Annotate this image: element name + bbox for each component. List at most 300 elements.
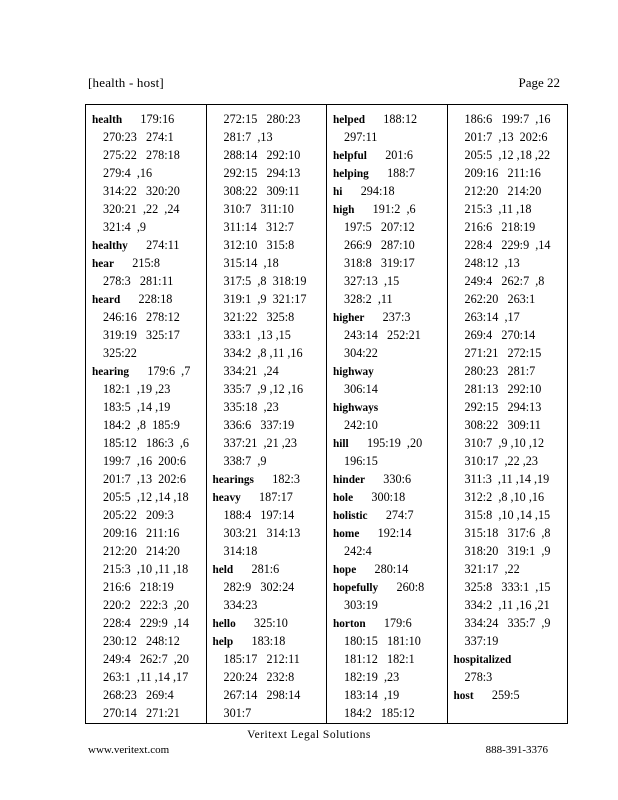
index-reference-line <box>452 218 564 236</box>
index-entry <box>331 110 443 128</box>
index-reference-line <box>452 452 564 470</box>
page-line-references: 315:8 ,10 ,14 ,15 <box>464 508 551 522</box>
page-line-references: 179:6 <box>383 616 412 630</box>
index-reference-line <box>90 452 202 470</box>
index-entry <box>211 470 323 488</box>
page-line-references: 197:5 207:12 <box>344 220 415 234</box>
index-reference-line <box>211 326 323 344</box>
page-line-references: 220:24 232:8 <box>223 670 295 684</box>
index-term: home <box>333 528 360 540</box>
index-entry <box>331 560 443 578</box>
index-term: higher <box>333 312 365 324</box>
index-reference-line <box>90 650 202 668</box>
index-entry <box>331 308 443 326</box>
page-line-references: 321:22 325:8 <box>223 310 295 324</box>
index-reference-line <box>452 344 564 362</box>
index-entry <box>90 362 202 380</box>
page-line-references: 297:11 <box>344 130 378 144</box>
index-reference-line <box>90 632 202 650</box>
page-line-references: 320:21 ,22 ,24 <box>103 202 180 216</box>
page-line-references: 188:7 <box>387 166 415 180</box>
page-line-references: 327:13 ,15 <box>344 274 400 288</box>
index-reference-line <box>452 362 564 380</box>
index-reference-line <box>452 632 564 650</box>
page-line-references: 318:20 319:1 ,9 <box>464 544 551 558</box>
index-reference-line <box>90 668 202 686</box>
page-line-references: 242:4 <box>344 544 372 558</box>
index-reference-line <box>90 542 202 560</box>
index-entry <box>211 488 323 506</box>
index-term: help <box>212 636 234 648</box>
index-reference-line <box>452 524 564 542</box>
index-reference-line <box>331 632 443 650</box>
index-reference-line <box>211 110 323 128</box>
index-reference-line <box>211 236 323 254</box>
page-line-references: 311:3 ,11 ,14 ,19 <box>464 472 550 486</box>
index-reference-line <box>90 524 202 542</box>
page-line-references: 335:7 ,9 ,12 ,16 <box>223 382 304 396</box>
page-line-references: 310:17 ,22 ,23 <box>464 454 538 468</box>
index-term: hill <box>333 438 349 450</box>
index-term: health <box>92 114 123 126</box>
page-line-references: 274:11 <box>146 238 180 252</box>
page-line-references: 280:14 <box>374 562 409 576</box>
index-reference-line <box>211 452 323 470</box>
page-line-references: 187:17 <box>259 490 293 504</box>
index-reference-line <box>452 488 564 506</box>
page-line-references: 274:7 <box>385 508 414 522</box>
index-range-header: [health - host] <box>88 75 164 90</box>
index-reference-line <box>452 182 564 200</box>
page-line-references: 262:20 263:1 <box>464 292 536 306</box>
index-entry <box>90 290 202 308</box>
index-reference-line <box>211 524 323 542</box>
index-entry <box>331 182 443 200</box>
index-reference-line <box>211 128 323 146</box>
index-reference-line <box>90 326 202 344</box>
page-line-references: 196:15 <box>344 454 378 468</box>
page-line-references: 259:5 <box>491 688 520 702</box>
page-line-references: 183:18 <box>251 634 286 648</box>
page-line-references: 179:16 <box>140 112 175 126</box>
index-reference-line <box>452 560 564 578</box>
index-reference-line <box>90 488 202 506</box>
index-reference-line <box>90 614 202 632</box>
index-term: high <box>333 204 355 216</box>
index-entry <box>331 164 443 182</box>
page-line-references: 179:6 ,7 <box>147 364 191 378</box>
index-reference-line <box>452 110 564 128</box>
page-line-references: 282:9 302:24 <box>223 580 295 594</box>
index-entry <box>211 632 323 650</box>
index-reference-line <box>452 272 564 290</box>
page-line-references: 270:14 271:21 <box>103 706 180 720</box>
page-line-references: 310:7 ,9 ,10 ,12 <box>464 436 545 450</box>
page-line-references: 183:5 ,14 ,19 <box>103 400 171 414</box>
page-line-references: 195:19 ,20 <box>366 436 423 450</box>
index-reference-line <box>90 146 202 164</box>
page-line-references: 182:19 ,23 <box>344 670 400 684</box>
index-reference-line <box>452 542 564 560</box>
index-reference-line <box>452 326 564 344</box>
index-reference-line <box>452 578 564 596</box>
index-reference-line <box>90 686 202 704</box>
index-entry <box>452 650 564 668</box>
index-term: helping <box>333 168 369 180</box>
index-reference-line <box>90 182 202 200</box>
index-term: hole <box>333 492 354 504</box>
index-reference-line <box>90 470 202 488</box>
index-reference-line <box>452 416 564 434</box>
index-term: helped <box>333 114 366 126</box>
page-line-references: 216:6 218:19 <box>464 220 536 234</box>
page-line-references: 249:4 262:7 ,20 <box>103 652 189 666</box>
page-line-references: 216:6 218:19 <box>103 580 174 594</box>
index-reference-line <box>452 380 564 398</box>
page-line-references: 269:4 270:14 <box>464 328 536 342</box>
index-reference-line <box>90 344 202 362</box>
index-reference-line <box>211 380 323 398</box>
index-entry <box>331 398 443 416</box>
page-line-references: 263:1 ,11 ,14 ,17 <box>103 670 189 684</box>
page-line-references: 205:5 ,12 ,18 ,22 <box>464 148 551 162</box>
index-reference-line <box>90 560 202 578</box>
page-line-references: 319:19 325:17 <box>103 328 180 342</box>
page-line-references: 215:8 <box>132 256 161 270</box>
page-line-references: 275:22 278:18 <box>103 148 180 162</box>
page-line-references: 185:17 212:11 <box>223 652 300 666</box>
page-line-references: 209:16 211:16 <box>464 166 541 180</box>
index-reference-line <box>331 704 443 722</box>
page-line-references: 260:8 <box>396 580 425 594</box>
page-line-references: 317:5 ,8 318:19 <box>223 274 307 288</box>
page-line-references: 263:14 ,17 <box>464 310 520 324</box>
index-term: hearing <box>92 366 130 378</box>
index-reference-line <box>331 416 443 434</box>
index-reference-line <box>90 578 202 596</box>
index-term: hospitalized <box>453 654 512 666</box>
index-reference-line <box>211 704 323 722</box>
index-term: holistic <box>333 510 368 522</box>
index-entry <box>331 524 443 542</box>
index-entry <box>331 488 443 506</box>
page-line-references: 308:22 309:11 <box>464 418 541 432</box>
index-reference-line <box>331 344 443 362</box>
index-column-3 <box>327 105 448 723</box>
index-column-2 <box>207 105 328 723</box>
page-line-references: 315:18 317:6 ,8 <box>464 526 551 540</box>
page-line-references: 209:16 211:16 <box>103 526 180 540</box>
page-line-references: 334:2 ,8 ,11 ,16 <box>223 346 303 360</box>
index-reference-line <box>90 596 202 614</box>
page-line-references: 249:4 262:7 ,8 <box>464 274 545 288</box>
index-term: hello <box>212 618 236 630</box>
page-line-references: 215:3 ,10 ,11 ,18 <box>103 562 189 576</box>
page-line-references: 292:15 294:13 <box>464 400 542 414</box>
page-line-references: 186:6 199:7 ,16 <box>464 112 551 126</box>
page-line-references: 321:4 ,9 <box>103 220 146 234</box>
page-line-references: 228:18 <box>138 292 173 306</box>
index-reference-line <box>452 236 564 254</box>
index-reference-line <box>90 416 202 434</box>
index-term: hope <box>333 564 357 576</box>
page-line-references: 325:10 <box>254 616 288 630</box>
page-line-references: 184:2 185:12 <box>344 706 415 720</box>
index-term: hear <box>92 258 114 270</box>
index-reference-line <box>331 236 443 254</box>
index-term: highway <box>333 366 374 378</box>
index-entry <box>211 560 323 578</box>
page-line-references: 319:1 ,9 321:17 <box>223 292 307 306</box>
index-reference-line <box>211 578 323 596</box>
page-line-references: 188:4 197:14 <box>223 508 295 522</box>
page-line-references: 321:17 ,22 <box>464 562 520 576</box>
index-reference-line <box>331 326 443 344</box>
index-reference-line <box>331 596 443 614</box>
page-line-references: 333:1 ,13 ,15 <box>223 328 291 342</box>
index-reference-line <box>90 218 202 236</box>
index-reference-line <box>90 200 202 218</box>
page-line-references: 228:4 229:9 ,14 <box>464 238 551 252</box>
index-reference-line <box>452 506 564 524</box>
index-reference-line <box>90 380 202 398</box>
index-reference-line <box>331 542 443 560</box>
page-line-references: 243:14 252:21 <box>344 328 421 342</box>
page-line-references: 212:20 214:20 <box>464 184 542 198</box>
footer-website: www.veritext.com <box>88 744 170 756</box>
index-reference-line <box>452 668 564 686</box>
page-line-references: 314:18 <box>223 544 258 558</box>
page-line-references: 318:8 319:17 <box>344 256 415 270</box>
page-line-references: 281:7 ,13 <box>223 130 273 144</box>
index-entry <box>331 506 443 524</box>
index-entry <box>331 614 443 632</box>
page-line-references: 314:22 320:20 <box>103 184 180 198</box>
page-line-references: 181:12 182:1 <box>344 652 415 666</box>
index-reference-line <box>211 596 323 614</box>
page-line-references: 183:14 ,19 <box>344 688 400 702</box>
page-line-references: 281:6 <box>251 562 280 576</box>
index-term: host <box>453 690 474 702</box>
index-reference-line <box>211 200 323 218</box>
index-reference-line <box>211 344 323 362</box>
page-line-references: 272:15 280:23 <box>223 112 301 126</box>
page-line-references: 248:12 ,13 <box>464 256 520 270</box>
page-number: Page 22 <box>518 75 560 90</box>
index-term: hi <box>333 186 343 198</box>
index-reference-line <box>211 416 323 434</box>
index-reference-line <box>211 164 323 182</box>
page-line-references: 303:19 <box>344 598 378 612</box>
index-reference-line <box>90 398 202 416</box>
page-line-references: 303:21 314:13 <box>223 526 301 540</box>
page-line-references: 337:21 ,21 ,23 <box>223 436 297 450</box>
page-line-references: 280:23 281:7 <box>464 364 536 378</box>
page-line-references: 271:21 272:15 <box>464 346 542 360</box>
index-term: hopefully <box>333 582 379 594</box>
index-entry <box>331 362 443 380</box>
page-line-references: 312:2 ,8 ,10 ,16 <box>464 490 545 504</box>
page-line-references: 191:2 ,6 <box>372 202 416 216</box>
index-entry <box>331 146 443 164</box>
index-reference-line <box>90 128 202 146</box>
page-line-references: 184:2 ,8 185:9 <box>103 418 180 432</box>
page-line-references: 330:6 <box>383 472 412 486</box>
page-line-references: 242:10 <box>344 418 378 432</box>
page-line-references: 294:18 <box>360 184 395 198</box>
index-term: helpful <box>333 150 367 162</box>
index-reference-line <box>90 164 202 182</box>
page-line-references: 325:8 333:1 ,15 <box>464 580 551 594</box>
index-reference-line <box>452 164 564 182</box>
index-reference-line <box>331 668 443 686</box>
page-line-references: 185:12 186:3 ,6 <box>103 436 189 450</box>
index-entry <box>90 110 202 128</box>
page-line-references: 301:7 <box>223 706 252 720</box>
index-reference-line <box>211 398 323 416</box>
page-line-references: 266:9 287:10 <box>344 238 415 252</box>
index-entry <box>211 614 323 632</box>
index-reference-line <box>452 308 564 326</box>
index-term: heavy <box>212 492 241 504</box>
page-line-references: 335:18 ,23 <box>223 400 279 414</box>
page-line-references: 278:3 <box>464 670 493 684</box>
page-line-references: 334:21 ,24 <box>223 364 279 378</box>
page-line-references: 325:22 <box>103 346 137 360</box>
page-line-references: 281:13 292:10 <box>464 382 542 396</box>
index-reference-line <box>452 128 564 146</box>
page-line-references: 334:24 335:7 ,9 <box>464 616 551 630</box>
page-line-references: 188:12 <box>383 112 418 126</box>
page-line-references: 338:7 ,9 <box>223 454 267 468</box>
page-line-references: 201:7 ,13 202:6 <box>103 472 186 486</box>
index-reference-line <box>211 290 323 308</box>
index-reference-line <box>211 362 323 380</box>
page-line-references: 312:10 315:8 <box>223 238 295 252</box>
page-line-references: 288:14 292:10 <box>223 148 301 162</box>
page-line-references: 268:23 269:4 <box>103 688 174 702</box>
page-line-references: 311:14 312:7 <box>223 220 294 234</box>
index-entry <box>331 578 443 596</box>
index-reference-line <box>211 668 323 686</box>
index-reference-line <box>211 254 323 272</box>
page-line-references: 220:2 222:3 ,20 <box>103 598 189 612</box>
index-term: highways <box>333 402 379 414</box>
index-term: held <box>212 564 234 576</box>
index-reference-line <box>452 470 564 488</box>
page-line-references: 270:23 274:1 <box>103 130 174 144</box>
index-reference-line <box>331 272 443 290</box>
index-reference-line <box>331 686 443 704</box>
index-reference-line <box>331 290 443 308</box>
index-reference-line <box>211 272 323 290</box>
page-line-references: 310:7 311:10 <box>223 202 294 216</box>
index-entry <box>331 470 443 488</box>
index-reference-line <box>211 308 323 326</box>
index-reference-line <box>331 380 443 398</box>
footer-phone: 888-391-3376 <box>485 744 548 756</box>
page-line-references: 306:14 <box>344 382 378 396</box>
index-reference-line <box>211 146 323 164</box>
index-reference-line <box>211 542 323 560</box>
index-reference-line <box>331 218 443 236</box>
page-line-references: 292:15 294:13 <box>223 166 301 180</box>
index-reference-line <box>211 686 323 704</box>
page-line-references: 279:4 ,16 <box>103 166 153 180</box>
index-reference-line <box>211 182 323 200</box>
index-reference-line <box>331 254 443 272</box>
index-reference-line <box>452 398 564 416</box>
page-line-references: 237:3 <box>382 310 411 324</box>
index-reference-line <box>452 434 564 452</box>
page-line-references: 201:6 <box>385 148 413 162</box>
index-reference-line <box>452 200 564 218</box>
page-line-references: 230:12 248:12 <box>103 634 180 648</box>
page-line-references: 182:1 ,19 ,23 <box>103 382 171 396</box>
page-line-references: 300:18 <box>371 490 406 504</box>
index-entry <box>331 200 443 218</box>
page-line-references: 180:15 181:10 <box>344 634 421 648</box>
index-reference-line <box>211 434 323 452</box>
page-line-references: 215:3 ,11 ,18 <box>464 202 532 216</box>
page-line-references: 337:19 <box>464 634 499 648</box>
index-column-4 <box>448 105 568 723</box>
page-line-references: 328:2 ,11 <box>344 292 393 306</box>
index-entry <box>331 434 443 452</box>
index-term: horton <box>333 618 366 630</box>
index-reference-line <box>90 506 202 524</box>
index-term: hearings <box>212 474 254 486</box>
word-index-table <box>85 104 568 724</box>
page-line-references: 212:20 214:20 <box>103 544 180 558</box>
index-reference-line <box>452 614 564 632</box>
page-line-references: 304:22 <box>344 346 378 360</box>
page-line-references: 267:14 298:14 <box>223 688 301 702</box>
page-line-references: 199:7 ,16 200:6 <box>103 454 186 468</box>
index-reference-line <box>452 290 564 308</box>
index-reference-line <box>211 650 323 668</box>
index-entry <box>452 686 564 704</box>
index-term: heard <box>92 294 121 306</box>
index-reference-line <box>211 506 323 524</box>
page-line-references: 228:4 229:9 ,14 <box>103 616 189 630</box>
index-reference-line <box>452 146 564 164</box>
page-line-references: 205:22 209:3 <box>103 508 174 522</box>
page-line-references: 334:2 ,11 ,16 ,21 <box>464 598 550 612</box>
page-line-references: 278:3 281:11 <box>103 274 174 288</box>
index-column-1 <box>86 105 207 723</box>
index-reference-line <box>452 596 564 614</box>
index-reference-line <box>90 272 202 290</box>
page-line-references: 308:22 309:11 <box>223 184 300 198</box>
page-line-references: 334:23 <box>223 598 258 612</box>
index-reference-line <box>331 452 443 470</box>
index-entry <box>90 236 202 254</box>
index-reference-line <box>331 650 443 668</box>
index-reference-line <box>90 308 202 326</box>
index-term: hinder <box>333 474 366 486</box>
index-entry <box>90 254 202 272</box>
page-line-references: 336:6 337:19 <box>223 418 295 432</box>
index-reference-line <box>452 254 564 272</box>
page-line-references: 201:7 ,13 202:6 <box>464 130 548 144</box>
index-reference-line <box>331 128 443 146</box>
index-reference-line <box>90 704 202 722</box>
page-line-references: 192:14 <box>377 526 412 540</box>
index-reference-line <box>211 218 323 236</box>
page-line-references: 205:5 ,12 ,14 ,18 <box>103 490 189 504</box>
page-line-references: 182:3 <box>272 472 300 486</box>
